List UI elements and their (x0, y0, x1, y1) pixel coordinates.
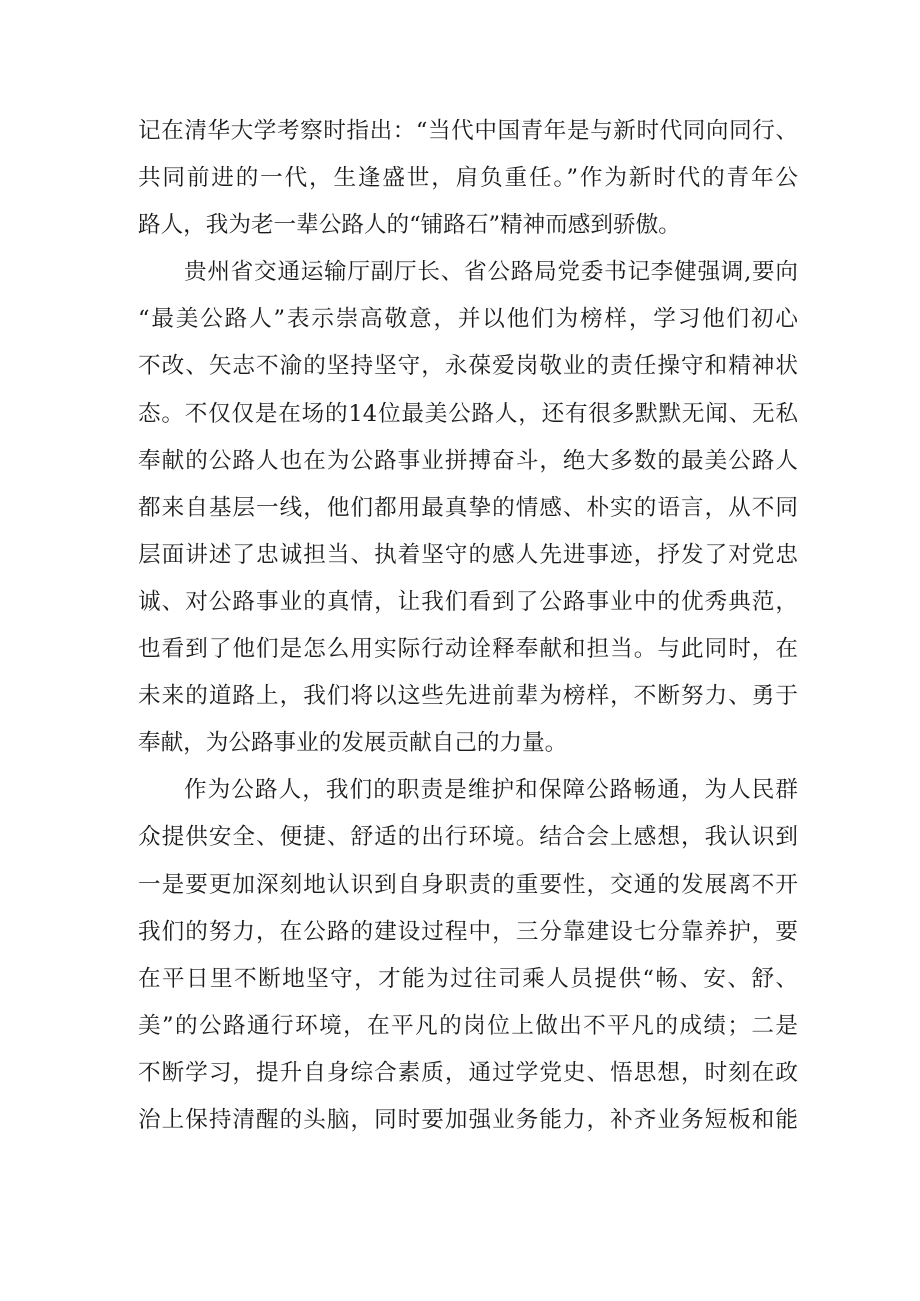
text-line: 态。不仅仅是在场的14位最美公路人，还有很多默默无闻、无私 (138, 400, 798, 427)
document-body (138, 108, 798, 1144)
text-line: 在平日里不断地坚守，才能为过往司乘人员提供“畅、安、舒、 (138, 965, 798, 992)
paragraph-2 (138, 249, 798, 767)
text-line: 众提供安全、便捷、舒适的出行环境。结合会上感想，我认识到 (138, 824, 798, 851)
text-line: 都来自基层一线，他们都用最真挚的情感、朴实的语言，从不同 (138, 494, 798, 521)
paragraph-3 (138, 767, 798, 1144)
text-line: 路人，我为老一辈公路人的“铺路石”精神而感到骄傲。 (138, 212, 681, 239)
text-line: 奉献的公路人也在为公路事业拼搏奋斗，绝大多数的最美公路人 (138, 447, 798, 474)
text-line: 不改、矢志不渝的坚持坚守，永葆爱岗敬业的责任操守和精神状 (138, 353, 798, 380)
text-line: 记在清华大学考察时指出：“当代中国青年是与新时代同向同行、 (138, 118, 798, 144)
text-line: 美”的公路通行环境，在平凡的岗位上做出不平凡的成绩；二是 (138, 1012, 798, 1039)
text-line: 我们的努力，在公路的建设过程中，三分靠建设七分靠养护，要 (138, 918, 798, 945)
text-line: 诚、对公路事业的真情，让我们看到了公路事业中的优秀典范， (138, 588, 798, 615)
text-line: “最美公路人”表示崇高敬意，并以他们为榜样，学习他们初心 (138, 306, 798, 333)
text-line: 治上保持清醒的头脑，同时要加强业务能力，补齐业务短板和能 (138, 1106, 798, 1133)
text-line: 共同前进的一代，生逢盛世，肩负重任。”作为新时代的青年公 (138, 165, 798, 192)
text-line: 不断学习，提升自身综合素质，通过学党史、悟思想，时刻在政 (138, 1059, 798, 1086)
text-line: 奉献，为公路事业的发展贡献自己的力量。 (138, 730, 568, 757)
text-line: 也看到了他们是怎么用实际行动诠释奉献和担当。与此同时，在 (138, 636, 798, 663)
text-line: 作为公路人，我们的职责是维护和保障公路畅通，为人民群 (184, 777, 798, 804)
text-line: 一是要更加深刻地认识到自身职责的重要性，交通的发展离不开 (138, 871, 798, 898)
text-line: 贵州省交通运输厅副厅长、省公路局党委书记李健强调,要向 (184, 259, 798, 286)
text-line: 未来的道路上，我们将以这些先进前辈为榜样，不断努力、勇于 (138, 683, 798, 710)
text-line: 层面讲述了忠诚担当、执着坚守的感人先进事迹，抒发了对党忠 (138, 541, 798, 568)
paragraph-1 (138, 108, 798, 249)
